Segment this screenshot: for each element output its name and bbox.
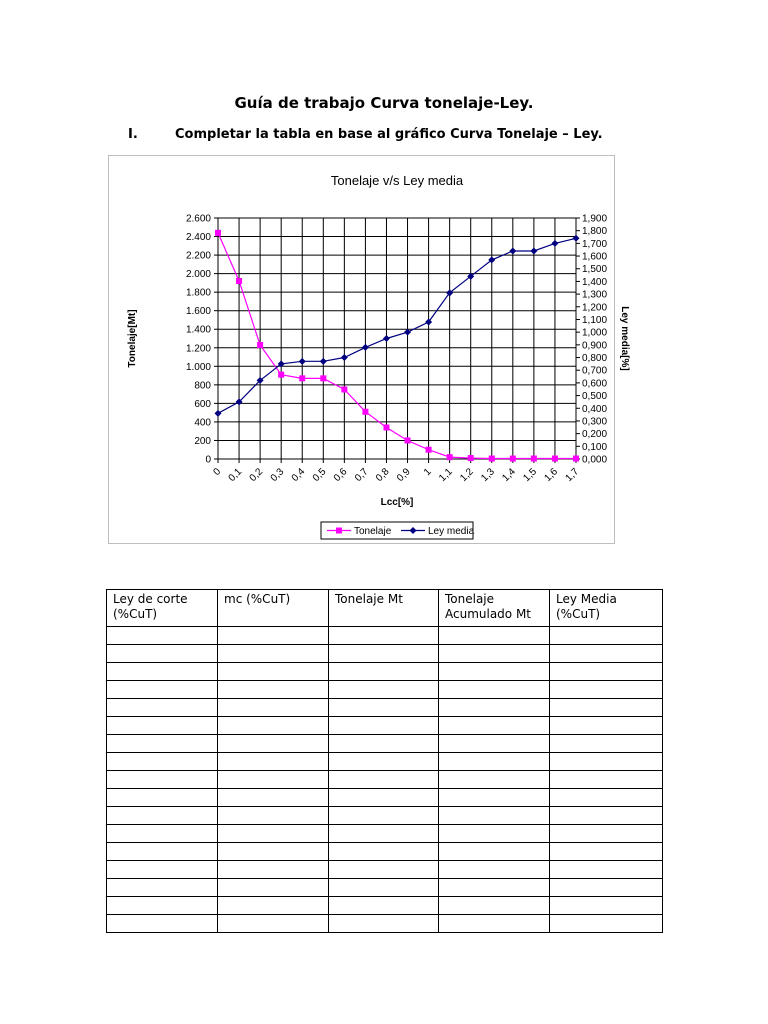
tick-label-right: 0,500 <box>582 391 608 403</box>
tick-label-x: 1 <box>421 466 434 479</box>
table-cell[interactable] <box>550 681 663 699</box>
table-row <box>107 861 663 879</box>
table-row <box>107 789 663 807</box>
table-cell[interactable] <box>439 915 550 933</box>
chart-title: Tonelaje v/s Ley media <box>330 173 464 188</box>
table-cell[interactable] <box>550 807 663 825</box>
table-cell[interactable] <box>439 753 550 771</box>
table-cell[interactable] <box>329 699 439 717</box>
data-point-tonelaje <box>468 455 474 461</box>
table-header-row <box>107 590 663 627</box>
table-cell[interactable] <box>329 879 439 897</box>
table-cell[interactable] <box>439 789 550 807</box>
table-row <box>107 735 663 753</box>
table-row <box>107 717 663 735</box>
table-cell[interactable] <box>218 915 329 933</box>
tick-label-x: 0,1 <box>226 466 245 484</box>
table-cell[interactable] <box>218 789 329 807</box>
table-cell[interactable] <box>107 807 218 825</box>
tick-label-right: 0,300 <box>582 416 608 428</box>
table-cell[interactable] <box>439 717 550 735</box>
table-cell[interactable] <box>550 645 663 663</box>
table-row <box>107 699 663 717</box>
tick-label-right: 1,900 <box>582 213 608 225</box>
data-point-tonelaje <box>447 454 453 460</box>
x-axis-label: Lcc[%] <box>380 497 414 508</box>
table-cell[interactable] <box>439 663 550 681</box>
table-cell[interactable] <box>329 753 439 771</box>
table-row <box>107 753 663 771</box>
tick-label-right: 1,100 <box>582 314 608 326</box>
instruction-number: I. <box>128 127 138 142</box>
table-cell[interactable] <box>550 735 663 753</box>
table-cell[interactable] <box>218 897 329 915</box>
tick-label-x: 0,9 <box>395 466 413 484</box>
table-cell[interactable] <box>107 897 218 915</box>
table-cell[interactable] <box>107 879 218 897</box>
table-cell[interactable] <box>550 753 663 771</box>
instruction-text: Completar la tabla en base al gráfico Curva Tonelaje – Ley. <box>175 127 603 142</box>
tick-label-left: 2.200 <box>185 250 211 262</box>
tick-label-x: 0 <box>211 466 224 479</box>
tick-label-right: 1,400 <box>582 276 608 288</box>
data-point-ley-media <box>530 247 537 254</box>
tick-label-right: 0,700 <box>582 365 608 377</box>
table-cell[interactable] <box>218 843 329 861</box>
data-point-tonelaje <box>383 424 389 430</box>
table-cell[interactable] <box>439 735 550 753</box>
table-row <box>107 825 663 843</box>
table-cell[interactable] <box>329 915 439 933</box>
data-point-tonelaje <box>278 372 284 378</box>
table-cell[interactable] <box>550 789 663 807</box>
data-point-tonelaje <box>552 456 558 462</box>
data-point-ley-media <box>341 354 348 361</box>
tick-label-left: 2.400 <box>185 232 211 244</box>
table-cell[interactable] <box>329 735 439 753</box>
chart-frame <box>108 155 630 544</box>
legend-label-tonelaje: Tonelaje <box>354 526 392 537</box>
table-cell[interactable] <box>550 663 663 681</box>
table-cell[interactable] <box>550 861 663 879</box>
table-cell[interactable] <box>329 717 439 735</box>
tick-label-left: 2.600 <box>185 213 211 225</box>
tick-label-x: 1,5 <box>521 466 540 484</box>
table-cell[interactable] <box>550 699 663 717</box>
table-cell[interactable] <box>550 825 663 843</box>
data-point-tonelaje <box>299 375 305 381</box>
tonnage-grade-chart <box>109 156 630 545</box>
tick-label-right: 0,800 <box>582 353 608 365</box>
table-cell[interactable] <box>107 699 218 717</box>
table-cell[interactable] <box>107 915 218 933</box>
tick-label-right: 0,400 <box>582 403 608 415</box>
table-cell[interactable] <box>550 843 663 861</box>
tick-label-right: 1,500 <box>582 264 608 276</box>
data-point-tonelaje <box>215 230 221 236</box>
table-cell[interactable] <box>107 663 218 681</box>
data-point-tonelaje <box>320 375 326 381</box>
table-cell[interactable] <box>107 753 218 771</box>
data-point-ley-media <box>215 410 222 417</box>
tick-label-x: 0,3 <box>268 466 287 484</box>
tick-label-right: 1,700 <box>582 238 608 250</box>
tick-label-x: 1,1 <box>437 466 455 484</box>
tick-label-left: 2.000 <box>185 269 211 281</box>
data-point-tonelaje <box>489 456 495 462</box>
table-cell[interactable] <box>329 825 439 843</box>
table-cell[interactable] <box>218 825 329 843</box>
tick-label-x: 0,6 <box>331 466 350 484</box>
table-row <box>107 771 663 789</box>
tick-label-right: 1,800 <box>582 226 608 238</box>
data-point-tonelaje <box>573 456 579 462</box>
table-row <box>107 645 663 663</box>
data-point-tonelaje <box>236 278 242 284</box>
data-point-ley-media <box>320 358 327 365</box>
table-cell[interactable] <box>218 699 329 717</box>
table-cell[interactable] <box>107 843 218 861</box>
tick-label-x: 0,4 <box>289 466 308 484</box>
table-cell[interactable] <box>107 735 218 753</box>
tick-label-x: 0,5 <box>310 466 329 484</box>
legend-marker-tonelaje <box>336 528 342 534</box>
tick-label-x: 1,6 <box>542 466 561 484</box>
tick-label-left: 1.200 <box>185 343 211 355</box>
table-body <box>107 627 663 933</box>
table-cell[interactable] <box>218 771 329 789</box>
tick-label-right: 0,000 <box>582 454 608 466</box>
data-point-tonelaje <box>426 447 432 453</box>
table-cell[interactable] <box>439 771 550 789</box>
table-cell[interactable] <box>550 771 663 789</box>
data-point-ley-media <box>362 344 369 351</box>
data-table <box>106 589 663 933</box>
table-cell[interactable] <box>439 861 550 879</box>
tick-label-x: 0,8 <box>373 466 392 484</box>
tick-label-x: 1,7 <box>563 466 582 484</box>
table-row <box>107 627 663 645</box>
tick-label-right: 1,300 <box>582 289 608 301</box>
tick-label-right: 1,600 <box>582 251 608 263</box>
tick-label-right: 0,900 <box>582 340 608 352</box>
y-axis-label-right: Ley media[%] <box>619 306 630 371</box>
table-cell[interactable] <box>550 627 663 645</box>
tick-label-right: 0,600 <box>582 378 608 390</box>
table-cell[interactable] <box>550 717 663 735</box>
table-cell[interactable] <box>550 897 663 915</box>
header-tonnage: Tonelaje Mt <box>329 590 439 627</box>
tick-label-x: 1,4 <box>500 466 518 484</box>
plot-area <box>218 218 576 459</box>
table-cell[interactable] <box>107 825 218 843</box>
table-row <box>107 663 663 681</box>
table-cell[interactable] <box>439 897 550 915</box>
tick-label-right: 1,000 <box>582 327 608 339</box>
table-row <box>107 681 663 699</box>
table-cell[interactable] <box>218 627 329 645</box>
table-cell[interactable] <box>439 681 550 699</box>
table-cell[interactable] <box>329 897 439 915</box>
data-point-ley-media <box>383 335 390 342</box>
tick-label-right: 0,200 <box>582 429 608 441</box>
table-cell[interactable] <box>439 879 550 897</box>
table-cell[interactable] <box>329 861 439 879</box>
table-row <box>107 879 663 897</box>
tick-label-left: 1.800 <box>185 287 211 299</box>
table-cell[interactable] <box>218 735 329 753</box>
tick-label-left: 1.400 <box>185 324 211 336</box>
table-cell[interactable] <box>329 645 439 663</box>
table-cell[interactable] <box>329 807 439 825</box>
header-cumulative-tonnage: Tonelaje Acumulado Mt <box>439 590 550 627</box>
instruction-line <box>128 127 603 142</box>
table-cell[interactable] <box>439 645 550 663</box>
tick-label-x: 1,3 <box>479 466 497 484</box>
header-mean-grade: Ley Media (%CuT) <box>550 590 663 627</box>
tick-label-x: 1,2 <box>458 466 476 484</box>
table-row <box>107 915 663 933</box>
legend-label-ley-media: Ley media <box>428 526 475 537</box>
table-cell[interactable] <box>329 627 439 645</box>
tick-label-x: 0,7 <box>352 466 371 484</box>
tick-label-left: 0 <box>205 454 211 466</box>
table-cell[interactable] <box>439 699 550 717</box>
table-cell[interactable] <box>439 627 550 645</box>
table-cell[interactable] <box>218 861 329 879</box>
data-point-tonelaje <box>257 342 263 348</box>
table-row <box>107 807 663 825</box>
table-cell[interactable] <box>218 807 329 825</box>
data-point-ley-media <box>509 247 516 254</box>
data-point-ley-media <box>551 240 558 247</box>
table-cell[interactable] <box>329 843 439 861</box>
table-cell[interactable] <box>218 879 329 897</box>
table-cell[interactable] <box>107 789 218 807</box>
table-cell[interactable] <box>218 717 329 735</box>
data-point-tonelaje <box>362 409 368 415</box>
table-cell[interactable] <box>550 915 663 933</box>
data-point-tonelaje <box>405 437 411 443</box>
data-point-tonelaje <box>341 386 347 392</box>
data-point-tonelaje <box>531 456 537 462</box>
table-cell[interactable] <box>218 753 329 771</box>
tick-label-right: 0,100 <box>582 441 608 453</box>
tick-label-x: 0,2 <box>247 466 266 484</box>
data-point-ley-media <box>299 358 306 365</box>
data-point-ley-media <box>573 235 580 242</box>
table-cell[interactable] <box>439 807 550 825</box>
table-cell[interactable] <box>439 843 550 861</box>
table-cell[interactable] <box>329 771 439 789</box>
header-mc: mc (%CuT) <box>218 590 329 627</box>
table-cell[interactable] <box>107 771 218 789</box>
table-cell[interactable] <box>218 645 329 663</box>
table-cell[interactable] <box>107 861 218 879</box>
table-cell[interactable] <box>107 645 218 663</box>
table-cell[interactable] <box>550 879 663 897</box>
y-axis-label-left: Tonelaje[Mt] <box>127 309 138 368</box>
data-point-tonelaje <box>510 456 516 462</box>
tick-label-left: 600 <box>194 398 211 410</box>
table-cell[interactable] <box>218 681 329 699</box>
table-cell[interactable] <box>107 627 218 645</box>
table-cell[interactable] <box>329 789 439 807</box>
document-title: Guía de trabajo Curva tonelaje-Ley. <box>234 94 534 112</box>
table-cell[interactable] <box>218 663 329 681</box>
header-cutoff-grade: Ley de corte (%CuT) <box>107 590 218 627</box>
table-row <box>107 897 663 915</box>
table-row <box>107 843 663 861</box>
table-cell[interactable] <box>439 825 550 843</box>
tick-label-left: 1.600 <box>185 306 211 318</box>
tick-label-right: 1,200 <box>582 302 608 314</box>
tick-label-left: 800 <box>194 380 211 392</box>
table-cell[interactable] <box>329 663 439 681</box>
table-cell[interactable] <box>329 681 439 699</box>
series-line-ley-media <box>218 238 576 413</box>
tick-label-left: 1.000 <box>185 361 211 373</box>
table-cell[interactable] <box>107 681 218 699</box>
tick-label-left: 400 <box>194 417 211 429</box>
table-cell[interactable] <box>107 717 218 735</box>
series-line-tonelaje <box>218 233 576 459</box>
tick-label-left: 200 <box>194 435 211 447</box>
